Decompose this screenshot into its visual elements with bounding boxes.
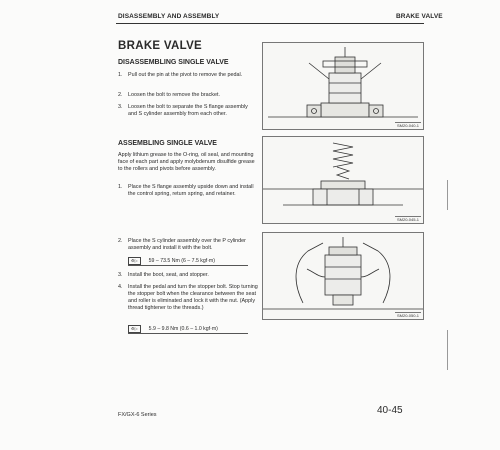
page-title: BRAKE VALVE (118, 40, 203, 52)
scan-edge-mark (447, 330, 448, 370)
torque-icon: ⚙▷ (128, 257, 141, 265)
figure-code: SM20-040-1 (396, 123, 419, 128)
step-number: 3. (118, 272, 123, 278)
figure-code: SM20-045-1 (396, 217, 419, 222)
section2-step-4 (118, 284, 258, 312)
section2-heading: ASSEMBLING SINGLE VALVE (118, 140, 217, 147)
step-number: 2. (118, 238, 123, 244)
step-text: Install the pedal and turn the stopper bolt. Stop turning the stopper bolt when the clearance between the seat and roller is eliminated and lock it with the nut. (Apply thread tightener to the threads.) (128, 284, 258, 311)
step-text: Loosen the bolt to remove the bracket. (128, 92, 220, 98)
step-number: 1. (118, 184, 123, 190)
step-text: Place the S flange assembly upside down and install the control spring, return spring, and retainer. (128, 184, 254, 197)
page-number: 40-45 (377, 405, 403, 416)
figure-2 (262, 136, 424, 224)
figure-code: SM20-050-1 (396, 313, 419, 318)
section2-step-3 (118, 272, 258, 279)
torque-spec-2 (128, 324, 248, 334)
step-text: Loosen the bolt to separate the S flange assembly and S cylinder assembly from each other. (128, 104, 248, 117)
section1-step-3 (118, 104, 258, 118)
section1-step-2 (118, 92, 258, 99)
brake-valve-disassembly-illustration (263, 43, 423, 129)
header-section-title: DISASSEMBLY AND ASSEMBLY (118, 13, 220, 20)
step-text: Pull out the pin at the pivot to remove the pedal. (128, 72, 243, 78)
step-text: Install the boot, seat, and stopper. (128, 272, 209, 278)
section2-step-2 (118, 238, 258, 252)
figure-1 (262, 42, 424, 130)
step-number: 1. (118, 72, 123, 78)
step-number: 3. (118, 104, 123, 110)
spring-retainer-illustration (263, 137, 423, 223)
pedal-stopper-assembly-illustration (263, 233, 423, 319)
torque-value: 5.9 – 9.8 Nm (0.6 – 1.0 kgf·m) (148, 325, 218, 332)
figure-3 (262, 232, 424, 320)
section2-step-1 (118, 184, 258, 198)
step-number: 2. (118, 92, 123, 98)
header-rule (116, 23, 424, 24)
torque-spec-1 (128, 256, 248, 266)
step-number: 4. (118, 284, 123, 290)
section2-intro: Apply lithium grease to the O-ring, oil seal, and mounting face of each part and apply molybdenum disulfide grease to the rollers and pivots before assembly. (118, 152, 255, 172)
step-text: Place the S cylinder assembly over the P cylinder assembly and install it with the bolt. (128, 238, 246, 251)
section1-heading: DISASSEMBLING SINGLE VALVE (118, 59, 229, 66)
scan-edge-mark (447, 180, 448, 210)
torque-icon: ⚙▷ (128, 325, 141, 333)
header-chapter-title: BRAKE VALVE (396, 13, 443, 20)
footer-series: FX/GX-6 Series (118, 412, 157, 418)
torque-value: 59 – 73.5 Nm (6 – 7.5 kgf·m) (148, 257, 215, 264)
section1-step-1 (118, 72, 258, 79)
